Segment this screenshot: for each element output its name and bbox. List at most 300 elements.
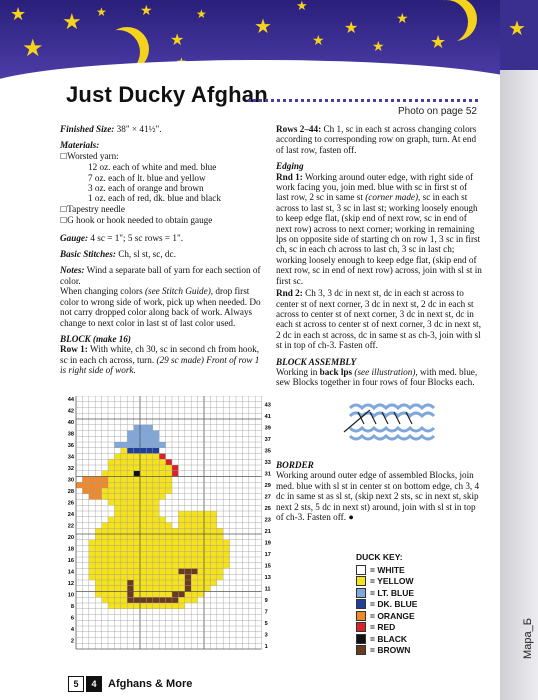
key-row [356, 599, 417, 611]
graph-cell [204, 517, 210, 523]
notes-color-change: When changing colors (see Stitch Guide), drop first color to wrong side of work, pick up when needed. Do not carry dropped color along back of work. Always change to next color in last st of last color used. [60, 286, 261, 328]
graph-cell [121, 494, 127, 500]
graph-cell [146, 569, 152, 575]
graph-cell [127, 505, 133, 511]
graph-cell [210, 517, 216, 523]
graph-cell [134, 540, 140, 546]
graph-cell [153, 482, 159, 488]
page-number: 4 [86, 676, 102, 692]
graph-cell [89, 488, 95, 494]
row-label: 24 [67, 511, 74, 518]
graph-cell [140, 551, 146, 557]
graph-cell [134, 431, 140, 437]
graph-cell [146, 528, 152, 534]
night-sky-banner [0, 0, 500, 80]
graph-cell [127, 442, 133, 448]
graph-cell [140, 448, 146, 454]
graph-cell [127, 528, 133, 534]
row-label: 34 [67, 454, 74, 461]
graph-cell [185, 528, 191, 534]
graph-cell [166, 528, 172, 534]
graph-cell [127, 511, 133, 517]
book-title: Afghans & More [108, 678, 193, 690]
row-label: 23 [264, 517, 271, 524]
graph-cell [217, 551, 223, 557]
graph-cell [217, 534, 223, 540]
graph-cell [185, 586, 191, 592]
graph-cell [153, 563, 159, 569]
graph-cell [114, 511, 120, 517]
graph-cell [159, 603, 165, 609]
graph-cell [210, 511, 216, 517]
graph-cell [159, 580, 165, 586]
graph-cell [191, 580, 197, 586]
graph-cell [127, 500, 133, 506]
graph-cell [121, 454, 127, 460]
graph-cell [127, 534, 133, 540]
graph-cell [146, 557, 152, 563]
row-label: 20 [67, 534, 74, 541]
graph-cell [210, 528, 216, 534]
graph-cell [159, 482, 165, 488]
graph-cell [108, 482, 114, 488]
graph-cell [140, 442, 146, 448]
graph-cell [121, 488, 127, 494]
graph-cell [127, 603, 133, 609]
row-label: 30 [67, 477, 74, 484]
key-label: = YELLOW [370, 576, 414, 587]
graph-cell [95, 488, 101, 494]
graph-cell [102, 597, 108, 603]
graph-cell [204, 557, 210, 563]
star-icon: ★ [10, 4, 27, 25]
row-label: 5 [264, 621, 268, 628]
graph-cell [146, 448, 152, 454]
graph-cell [102, 586, 108, 592]
graph-cell [127, 448, 133, 454]
graph-cell [121, 534, 127, 540]
graph-cell [108, 580, 114, 586]
graph-cell [146, 592, 152, 598]
graph-cell [108, 534, 114, 540]
graph-cell [127, 580, 133, 586]
graph-cell [114, 523, 120, 529]
graph-cell [140, 557, 146, 563]
graph-cell [159, 459, 165, 465]
page-number: 5 [68, 676, 84, 692]
graph-cell [134, 471, 140, 477]
graph-cell [95, 580, 101, 586]
graph-cell [108, 488, 114, 494]
row-label: 33 [264, 460, 271, 467]
row-label: 8 [70, 603, 74, 610]
border-text: Working around outer edge of assembled Blocks, join med. blue with sl st in center st on bottom edge, ch 3, 4 dc in same st as sl st, (skip next 2 sts, sc in next st, skip next 2 sts, 5 dc in next st) around, join with sl st in top of ch-3. Fasten off. ● [276, 470, 480, 523]
graph-cell [185, 540, 191, 546]
graph-cell [108, 557, 114, 563]
graph-cell [153, 574, 159, 580]
graph-cell [140, 540, 146, 546]
graph-cell [146, 523, 152, 529]
watermark-text: Мара_Б [522, 618, 534, 659]
graph-cell [178, 603, 184, 609]
block-row1: Row 1: With white, ch 30, sc in second ch from hook, sc in each ch across, turn. (29 sc made) Front of row 1 is right side of work. [60, 344, 260, 376]
graph-cell [140, 563, 146, 569]
row-label: 22 [67, 523, 74, 530]
graph-cell [134, 574, 140, 580]
graph-cell [185, 557, 191, 563]
graph-cell [114, 563, 120, 569]
graph-cell [172, 563, 178, 569]
graph-cell [134, 597, 140, 603]
graph-cell [121, 546, 127, 552]
graph-cell [223, 563, 229, 569]
star-icon: ★ [344, 18, 359, 37]
row-label: 35 [264, 448, 271, 455]
left-column [60, 124, 266, 382]
graph-cell [102, 488, 108, 494]
graph-cell [134, 557, 140, 563]
graph-cell [140, 592, 146, 598]
graph-cell [223, 557, 229, 563]
graph-cell [134, 436, 140, 442]
star-icon: ★ [62, 10, 82, 35]
row-label: 10 [67, 592, 74, 599]
graph-cell [153, 488, 159, 494]
graph-cell [140, 586, 146, 592]
graph-cell [127, 540, 133, 546]
graph-cell [159, 540, 165, 546]
graph-cell [185, 546, 191, 552]
graph-cell [191, 574, 197, 580]
graph-cell [191, 511, 197, 517]
graph-cell [153, 592, 159, 598]
graph-cell [223, 540, 229, 546]
graph-cell [89, 551, 95, 557]
block-heading: BLOCK (make 16) [60, 333, 131, 344]
row-label: 36 [67, 442, 74, 449]
graph-cell [108, 551, 114, 557]
graph-cell [159, 592, 165, 598]
row-label: 16 [67, 557, 74, 564]
graph-cell [198, 580, 204, 586]
graph-cell [146, 551, 152, 557]
graph-cell [140, 546, 146, 552]
row-label: 38 [67, 431, 74, 438]
star-icon: ★ [170, 30, 185, 49]
graph-cell [102, 592, 108, 598]
graph-cell [114, 592, 120, 598]
graph-cell [178, 563, 184, 569]
graph-cell [134, 592, 140, 598]
duck-key [356, 552, 417, 656]
graph-cell [134, 505, 140, 511]
graph-cell [114, 477, 120, 483]
graph-cell [127, 454, 133, 460]
graph-cell [159, 442, 165, 448]
graph-cell [127, 557, 133, 563]
graph-cell [198, 511, 204, 517]
graph-cell [114, 494, 120, 500]
graph-cell [134, 586, 140, 592]
graph-cell [198, 592, 204, 598]
graph-cell [95, 592, 101, 598]
graph-cell [153, 523, 159, 529]
graph-cell [172, 569, 178, 575]
graph-cell [204, 574, 210, 580]
graph-cell [134, 551, 140, 557]
graph-cell [146, 494, 152, 500]
assembly-text: Working in back lps (see illustration), with med. blue, sew Blocks together in four rows of four Blocks each. [276, 366, 478, 388]
graph-cell [146, 597, 152, 603]
row-label: 29 [264, 483, 271, 490]
graph-cell [210, 551, 216, 557]
key-label: = BROWN [370, 645, 411, 656]
graph-cell [108, 471, 114, 477]
key-label: = DK. BLUE [370, 599, 418, 610]
graph-cell [159, 523, 165, 529]
graph-cell [108, 546, 114, 552]
graph-cell [204, 551, 210, 557]
graph-cell [140, 597, 146, 603]
graph-cell [153, 500, 159, 506]
edging-heading: Edging [276, 161, 304, 172]
graph-cell [127, 459, 133, 465]
graph-cell [134, 448, 140, 454]
graph-cell [166, 597, 172, 603]
graph-cell [159, 494, 165, 500]
graph-cell [210, 523, 216, 529]
graph-cell [134, 500, 140, 506]
star-icon: ★ [508, 16, 526, 40]
graph-cell [153, 586, 159, 592]
graph-cell [178, 551, 184, 557]
graph-cell [153, 528, 159, 534]
graph-cell [140, 500, 146, 506]
graph-cell [89, 482, 95, 488]
graph-cell [204, 546, 210, 552]
star-icon: ★ [196, 7, 207, 21]
row-label: 1 [264, 644, 268, 651]
row-label: 2 [70, 638, 74, 645]
graph-cell [114, 465, 120, 471]
graph-cell [178, 540, 184, 546]
graph-cell [159, 563, 165, 569]
star-icon: ★ [312, 33, 325, 49]
graph-cell [178, 597, 184, 603]
graph-cell [217, 574, 223, 580]
graph-cell [146, 454, 152, 460]
graph-cell [121, 563, 127, 569]
graph-cell [140, 534, 146, 540]
color-swatch [356, 588, 366, 598]
graph-cell [210, 557, 216, 563]
graph-cell [114, 586, 120, 592]
graph-cell [134, 523, 140, 529]
color-swatch [356, 634, 366, 644]
title-dotted-rule [248, 99, 478, 102]
graph-cell [114, 471, 120, 477]
graph-cell [89, 569, 95, 575]
star-icon: ★ [96, 5, 107, 19]
graph-cell [159, 488, 165, 494]
graph-cell [121, 477, 127, 483]
graph-cell [121, 505, 127, 511]
graph-cell [114, 557, 120, 563]
graph-cell [121, 511, 127, 517]
graph-cell [159, 477, 165, 483]
row-label: 44 [67, 396, 74, 403]
graph-cell [102, 540, 108, 546]
graph-cell [114, 528, 120, 534]
row-label: 7 [264, 609, 268, 616]
row-label: 27 [264, 494, 271, 501]
graph-cell [159, 569, 165, 575]
graph-cell [178, 511, 184, 517]
graph-cell [153, 546, 159, 552]
row-label: 41 [264, 414, 271, 421]
photo-reference: Photo on page 52 [398, 106, 477, 117]
graph-cell [146, 563, 152, 569]
graph-cell [204, 580, 210, 586]
graph-cell [217, 563, 223, 569]
graph-cell [140, 569, 146, 575]
graph-cell [166, 523, 172, 529]
graph-cell [127, 546, 133, 552]
row-label: 13 [264, 575, 271, 582]
graph-cell [191, 563, 197, 569]
color-swatch [356, 645, 366, 655]
graph-cell [217, 569, 223, 575]
graph-cell [198, 528, 204, 534]
graph-cell [172, 586, 178, 592]
graph-cell [153, 580, 159, 586]
graph-cell [134, 546, 140, 552]
graph-cell [191, 592, 197, 598]
edging-rnd1: Rnd 1: Working around outer edge, with right side of work facing you, join med. blue with sc in first st of last row, 2 sc in same st (corner made), sc in each st across to last st, 3 sc in last st; working loosely enough to keep edge flat, (skip end of next row, sc in end of next row) across to next corner; working in remaining lps on opposite side of starting ch on row 1, 3 sc in first ch, sc in each ch across to last ch, 3 sc in last ch; working loosely enough to keep edge flat, (skip end of next row, sc in end of next row) across, join with sl st in first sc. [276, 171, 482, 286]
graph-cell [191, 546, 197, 552]
graph-cell [127, 586, 133, 592]
graph-cell [114, 517, 120, 523]
graph-cell [198, 586, 204, 592]
graph-cell [146, 465, 152, 471]
graph-cell [210, 540, 216, 546]
graph-cell [172, 574, 178, 580]
page-title: Just Ducky Afghan [66, 82, 268, 107]
row-label: 19 [264, 540, 271, 547]
graph-cell [185, 511, 191, 517]
graph-cell [95, 557, 101, 563]
key-label: = BLACK [370, 633, 408, 644]
key-row [356, 576, 417, 588]
graph-cell [153, 442, 159, 448]
graph-cell [153, 517, 159, 523]
graph-cell [114, 551, 120, 557]
graph-cell [127, 551, 133, 557]
graph-cell [198, 551, 204, 557]
graph-cell [153, 454, 159, 460]
graph-cell [134, 563, 140, 569]
graph-cell [121, 523, 127, 529]
graph-cell [146, 500, 152, 506]
graph-cell [108, 597, 114, 603]
graph-cell [114, 597, 120, 603]
graph-cell [134, 517, 140, 523]
graph-cell [102, 546, 108, 552]
graph-cell [121, 597, 127, 603]
graph-cell [146, 431, 152, 437]
graph-cell [114, 534, 120, 540]
graph-cell [146, 436, 152, 442]
graph-cell [210, 563, 216, 569]
graph-cell [108, 517, 114, 523]
star-icon: ★ [254, 14, 272, 38]
graph-cell [127, 488, 133, 494]
graph-cell [172, 592, 178, 598]
graph-cell [153, 534, 159, 540]
graph-cell [172, 597, 178, 603]
graph-cell [204, 586, 210, 592]
graph-cell [185, 569, 191, 575]
graph-cell [185, 574, 191, 580]
graph-cell [166, 546, 172, 552]
graph-cell [153, 436, 159, 442]
graph-cell [204, 511, 210, 517]
graph-cell [127, 436, 133, 442]
graph-cell [210, 546, 216, 552]
graph-cell [121, 540, 127, 546]
key-row [356, 622, 417, 634]
graph-cell [121, 574, 127, 580]
graph-cell [121, 528, 127, 534]
yarn-line: 3 oz. each of orange and brown [88, 183, 204, 194]
graph-cell [140, 580, 146, 586]
graph-cell [95, 528, 101, 534]
graph-cell [191, 569, 197, 575]
graph-cell [146, 488, 152, 494]
graph-cell [166, 563, 172, 569]
key-label: = ORANGE [370, 610, 415, 621]
graph-cell [146, 425, 152, 431]
yarn-line: 12 oz. each of white and med. blue [88, 162, 217, 173]
graph-cell [134, 511, 140, 517]
graph-cell [146, 546, 152, 552]
graph-cell [140, 505, 146, 511]
graph-cell [108, 494, 114, 500]
graph-cell [121, 471, 127, 477]
graph-cell [95, 540, 101, 546]
graph-cell [108, 459, 114, 465]
page-footer [68, 676, 192, 692]
graph-cell [127, 592, 133, 598]
star-icon: ★ [140, 3, 153, 19]
graph-cell [140, 517, 146, 523]
yarn-line: 1 oz. each of red, dk. blue and black [88, 193, 221, 204]
graph-cell [210, 580, 216, 586]
graph-cell [172, 465, 178, 471]
graph-cell [185, 597, 191, 603]
row-label: 3 [264, 632, 268, 639]
graph-cell [127, 431, 133, 437]
next-page-banner [500, 0, 538, 70]
color-swatch [356, 611, 366, 621]
graph-cell [178, 580, 184, 586]
graph-cell [204, 528, 210, 534]
key-row [356, 633, 417, 645]
graph-cell [134, 488, 140, 494]
graph-cell [146, 471, 152, 477]
graph-cell [108, 540, 114, 546]
graph-cell [95, 546, 101, 552]
